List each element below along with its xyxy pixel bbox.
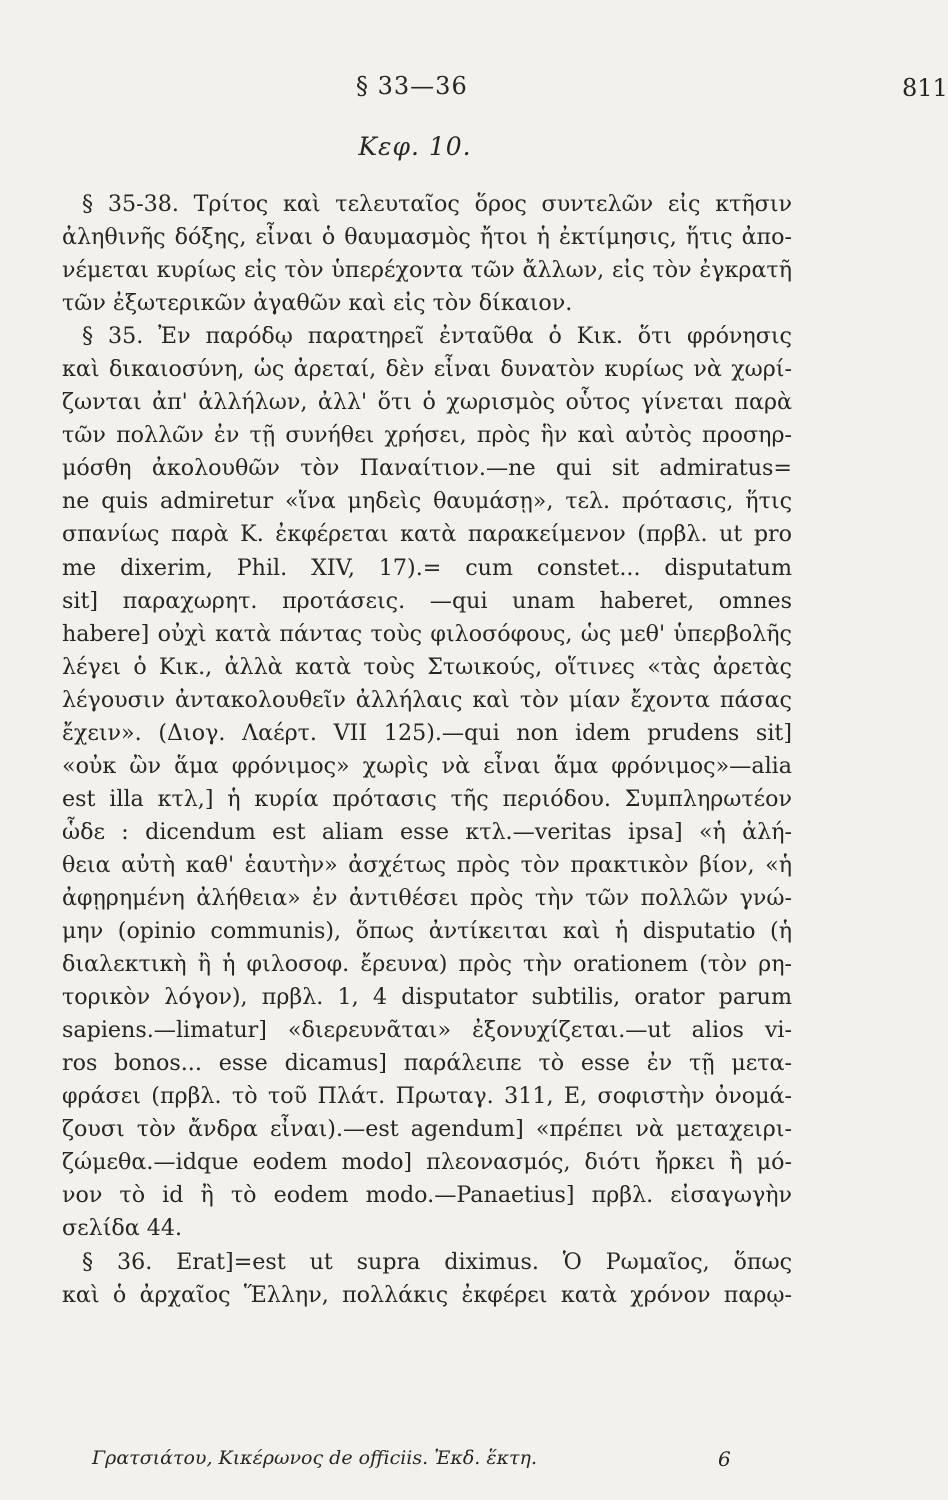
text-line: «οὐκ ὢν ἅμα φρόνιμος» χωρὶς νὰ εἶναι ἅμα φρόνιμος»—alia: [62, 752, 792, 779]
chapter-title: Κεφ. 10.: [358, 132, 472, 161]
book-title: Γρατσιάτου, Κικέρωνος de officiis. Ἐκδ. ἕκτη.: [92, 1447, 537, 1469]
text-line: μόσθη ἀκολουθῶν τὸν Παναίτιον.—ne qui sit admiratus=: [62, 455, 792, 482]
text-line: ros bonos... esse dicamus] παράλειπε τὸ esse ἐν τῇ μετα-: [62, 1050, 792, 1077]
text-line: ζωνται ἀπ' ἀλλήλων, ἀλλ' ὅτι ὁ χωρισμὸς οὗτος γίνεται παρὰ: [62, 389, 792, 416]
text-line: τῶν πολλῶν ἐν τῇ συνήθει χρήσει, πρὸς ἣν καὶ αὐτὸς προσηρ-: [62, 422, 792, 449]
page-number: 811: [902, 74, 948, 102]
text-line: φράσει (πρβλ. τὸ τοῦ Πλάτ. Πρωταγ. 311, Ε, σοφιστὴν ὀνομά-: [62, 1083, 792, 1110]
text-line: καὶ ὁ ἀρχαῖος Ἕλλην, πολλάκις ἐκφέρει κατὰ χρόνον παρῳ-: [62, 1281, 792, 1308]
text-line: θεια αὐτὴ καθ' ἑαυτὴν» ἀσχέτως πρὸς τὸν πρακτικὸν βίον, «ἡ: [62, 851, 792, 878]
text-line: sapiens.—limatur] «διερευνᾶται» ἐξονυχίζεται.—ut alios vi-: [62, 1017, 792, 1044]
text-line: σελίδα 44.: [62, 1215, 183, 1242]
running-head: [0, 72, 948, 106]
text-line: μην (opinio communis), ὅπως ἀντίκειται καὶ ἡ disputatio (ἡ: [62, 918, 792, 945]
text-line: σπανίως παρὰ Κ. ἐκφέρεται κατὰ παρακείμενον (πρβλ. ut pro: [62, 521, 792, 548]
signature-mark: 6: [718, 1447, 731, 1471]
text-line: ἔχειν». (Διογ. Λαέρτ. VII 125).—qui non idem prudens sit]: [62, 719, 792, 746]
text-line: ζώμεθα.—idque eodem modo] πλεονασμός, διότι ἤρκει ἢ μό-: [62, 1149, 792, 1176]
text-line: τῶν ἐξωτερικῶν ἀγαθῶν καὶ εἰς τὸν δίκαιον.: [62, 290, 573, 317]
text-line: ὧδε : dicendum est aliam esse κτλ.—veritas ipsa] «ἡ ἀλή-: [62, 818, 792, 845]
text-line: ne quis admiretur «ἵνα μηδεὶς θαυμάσῃ», τελ. πρότασις, ἥτις: [62, 488, 792, 515]
text-line: λέγουσιν ἀντακολουθεῖν ἀλλήλαις καὶ τὸν μίαν ἔχοντα πάσας: [62, 686, 792, 713]
text-line: λέγει ὁ Κικ., ἀλλὰ κατὰ τοὺς Στωικούς, οἵτινες «τὰς ἀρετὰς: [62, 653, 792, 680]
text-line: ἀφῃρημένη ἀλήθεια» ἐν ἀντιθέσει πρὸς τὴν τῶν πολλῶν γνώ-: [62, 884, 792, 911]
section-range: § 33—36: [356, 72, 468, 100]
text-line: καὶ δικαιοσύνη, ὡς ἀρεταί, δὲν εἶναι δυνατὸν κυρίως νὰ χωρί-: [62, 356, 792, 383]
text-line: διαλεκτικὴ ἢ ἡ φιλοσοφ. ἔρευνα) πρὸς τὴν orationem (τὸν ρη-: [62, 951, 792, 978]
text-line: me dixerim, Phil. XIV, 17).= cum constet... disputatum: [62, 554, 792, 581]
text-line: νον τὸ id ἢ τὸ eodem modo.—Panaetius] πρβλ. εἰσαγωγὴν: [62, 1182, 792, 1209]
text-line: habere] οὐχὶ κατὰ πάντας τοὺς φιλοσόφους, ὡς μεθ' ὑπερβολῆς: [62, 620, 792, 647]
commentary-text: [62, 188, 792, 1312]
text-line: sit] παραχωρητ. προτάσεις. —qui unam haberet, omnes: [62, 587, 792, 614]
text-line: § 36. Erat]=est ut supra diximus. Ὁ Ρωμαῖος, ὅπως: [82, 1248, 792, 1275]
text-line: τορικὸν λόγον), πρβλ. 1, 4 disputator subtilis, orator parum: [62, 984, 792, 1011]
text-line: est illa κτλ,] ἡ κυρία πρότασις τῆς περιόδου. Συμπληρωτέον: [62, 785, 792, 812]
text-line: νέμεται κυρίως εἰς τὸν ὑπερέχοντα τῶν ἄλλων, εἰς τὸν ἐγκρατῆ: [62, 257, 792, 284]
text-line: ἀληθινῆς δόξης, εἶναι ὁ θαυμασμὸς ἤτοι ἡ ἐκτίμησις, ἥτις ἀπο-: [62, 224, 792, 251]
text-line: ζουσι τὸν ἄνδρα εἶναι).—est agendum] «πρέπει νὰ μεταχειρι-: [62, 1116, 792, 1143]
text-line: § 35. Ἐν παρόδῳ παρατηρεῖ ἐνταῦθα ὁ Κικ. ὅτι φρόνησις: [82, 323, 792, 350]
text-line: § 35-38. Τρίτος καὶ τελευταῖος ὅρος συντελῶν εἰς κτῆσιν: [82, 191, 792, 217]
